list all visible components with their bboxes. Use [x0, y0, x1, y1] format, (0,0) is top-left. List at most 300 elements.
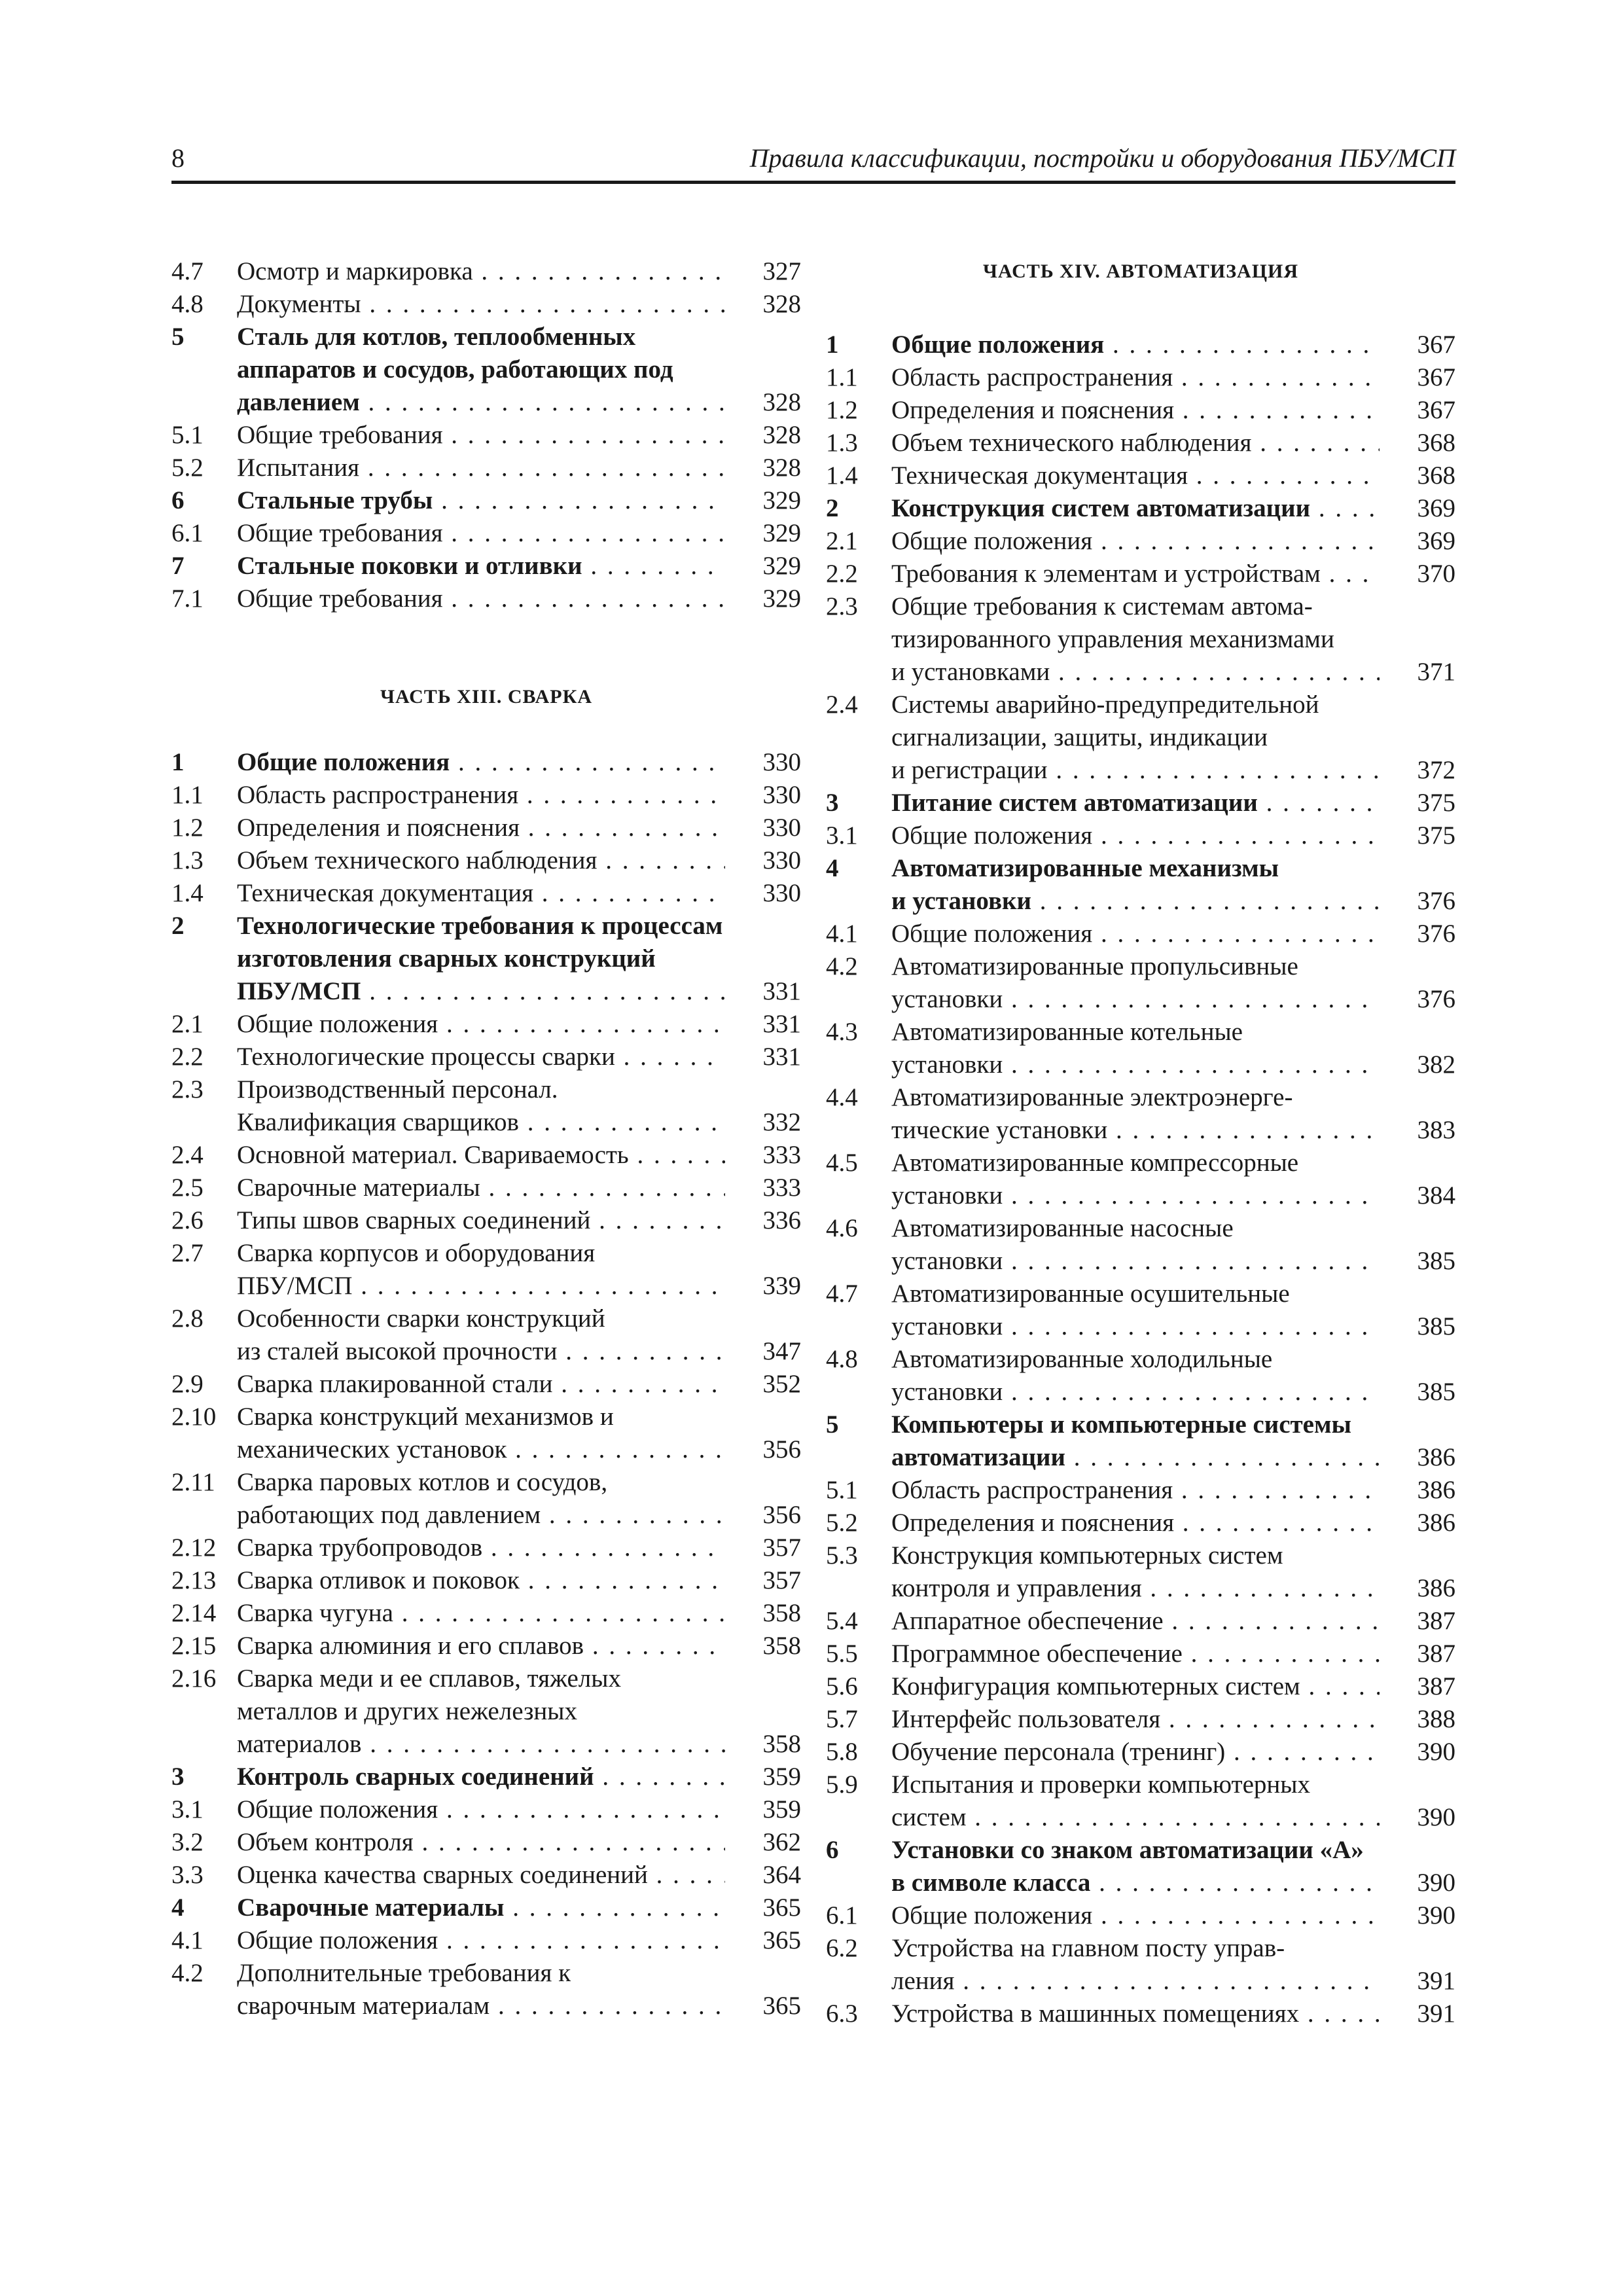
toc-entry-number: 4: [171, 1893, 185, 1922]
toc-entry-page-number: 385: [1383, 1376, 1455, 1408]
toc-entry-page-number: 390: [1383, 1899, 1455, 1932]
toc-entry-page-number: 386: [1383, 1441, 1455, 1474]
toc-entry-page-number: 329: [729, 550, 801, 583]
toc-entry-page-number: 365: [729, 1892, 801, 1924]
toc-entry-line: [826, 1278, 1455, 1310]
toc-entry-number: 4.4: [826, 1083, 858, 1111]
part-heading-xiv: ЧАСТЬ XIV. АВТОМАТИЗАЦИЯ: [982, 260, 1299, 282]
toc-entry-number: 4.7: [171, 257, 204, 285]
toc-entry-title: Сварка конструкций механизмов и: [237, 1403, 614, 1431]
toc-entry-number: 7.1: [171, 584, 204, 613]
toc-entry-number: 5.2: [171, 454, 204, 482]
toc-entry-line: [826, 1801, 1455, 1834]
toc-entry-number: 2.2: [171, 1043, 204, 1071]
toc-entry-number: 2: [171, 912, 185, 940]
toc-entry-line: [171, 1859, 801, 1892]
toc-entry-title: Сварка отливок и поковок . . .: [237, 1564, 725, 1597]
toc-entry-line: [826, 656, 1455, 689]
toc-entry-line: [171, 1368, 801, 1401]
toc-entry-title: Сварка трубопроводов . . .: [237, 1532, 725, 1564]
toc-entry-line: [171, 779, 801, 812]
toc-entry-title: контроля и управления . . .: [891, 1572, 1380, 1605]
toc-entry-page-number: 390: [1383, 1736, 1455, 1768]
toc-entry-number: 6: [826, 1836, 839, 1864]
toc-entry-page-number: 391: [1383, 1998, 1455, 2030]
toc-entry-title: Сварка меди и ее сплавов, тяжелых: [237, 1664, 621, 1693]
toc-entry-line: [826, 754, 1455, 787]
toc-entry-line: [826, 1507, 1455, 1539]
toc-entry-line: [826, 1572, 1455, 1605]
toc-entry-page-number: 352: [729, 1368, 801, 1401]
toc-entry-page-number: 390: [1383, 1801, 1455, 1834]
toc-entry-page-number: 364: [729, 1859, 801, 1892]
toc-entry-title: Устройства в машинных помещениях . . .: [891, 1998, 1380, 2030]
toc-entry-title: Автоматизированные механизмы: [891, 854, 1279, 882]
toc-entry-title: Системы аварийно-предупредительной: [891, 691, 1319, 719]
toc-entry-page-number: 372: [1383, 754, 1455, 787]
toc-entry-number: 1.3: [826, 429, 858, 457]
toc-entry-page-number: 371: [1383, 656, 1455, 689]
toc-entry-title: Интерфейс пользователя . . .: [891, 1703, 1380, 1736]
toc-entry-line: [171, 1990, 801, 2022]
toc-entry-page-number: 388: [1383, 1703, 1455, 1736]
toc-entry-number: 4.6: [826, 1214, 858, 1242]
toc-entry-page-number: 333: [729, 1172, 801, 1204]
toc-entry-page-number: 387: [1383, 1638, 1455, 1670]
toc-entry-number: 1.1: [171, 781, 204, 809]
toc-entry-title: Определения и пояснения . . .: [237, 812, 725, 844]
toc-entry-number: 7: [171, 552, 185, 580]
toc-entry-title: Автоматизированные осушительные: [891, 1280, 1290, 1308]
toc-entry-line: [826, 1114, 1455, 1147]
toc-entry-page-number: 327: [729, 255, 801, 288]
toc-entry-title: Оценка качества сварных соединений . . .: [237, 1859, 725, 1892]
toc-entry-page-number: 331: [729, 975, 801, 1008]
toc-entry-page-number: 384: [1383, 1179, 1455, 1212]
toc-entry-number: 4.8: [826, 1345, 858, 1373]
toc-entry-page-number: 329: [729, 583, 801, 615]
toc-entry-title: Объем технического наблюдения . . .: [891, 427, 1380, 459]
toc-entry-number: 1.3: [171, 846, 204, 874]
toc-entry-title: Типы швов сварных соединений . . .: [237, 1204, 725, 1237]
toc-entry-line: [826, 623, 1455, 656]
toc-entry-line: [171, 1532, 801, 1564]
toc-entry-page-number: 347: [729, 1335, 801, 1368]
toc-entry-title: давлением . . .: [237, 386, 725, 419]
toc-entry-page-number: 333: [729, 1139, 801, 1172]
toc-entry-number: 5.3: [826, 1541, 858, 1570]
toc-entry-line: [826, 689, 1455, 721]
toc-entry-title: Аппаратное обеспечение . . .: [891, 1605, 1380, 1638]
toc-part-xiv-list: [826, 329, 1455, 2030]
toc-entry-line: [826, 1998, 1455, 2030]
toc-entry-page-number: 359: [729, 1761, 801, 1793]
toc-entry-number: 2.16: [171, 1664, 217, 1693]
toc-entry-number: 4.7: [826, 1280, 858, 1308]
toc-entry-line: [826, 1539, 1455, 1572]
toc-entry-page-number: 358: [729, 1630, 801, 1662]
toc-entry-number: 6.1: [171, 519, 204, 547]
toc-entry-page-number: 376: [1383, 885, 1455, 918]
toc-entry-line: [171, 1662, 801, 1695]
toc-entry-line: [171, 1106, 801, 1139]
toc-entry-title: Автоматизированные электроэнерге-: [891, 1083, 1293, 1111]
toc-entry-title: Общие положения . . .: [891, 819, 1380, 852]
toc-entry-title: сигнализации, защиты, индикации: [891, 723, 1268, 751]
page-header: [171, 139, 1455, 184]
toc-entry-title: установки . . .: [891, 1179, 1380, 1212]
toc-entry-title: Сварка паровых котлов и сосудов,: [237, 1468, 608, 1496]
toc-entry-number: 3.1: [826, 821, 858, 850]
toc-entry-title: Конфигурация компьютерных систем . . .: [891, 1670, 1380, 1703]
toc-entry-page-number: 359: [729, 1793, 801, 1826]
toc-entry-line: [171, 1630, 801, 1662]
toc-entry-line: [826, 590, 1455, 623]
toc-entry-line: [826, 1245, 1455, 1278]
toc-entry-title: Стальные поковки и отливки . . .: [237, 550, 725, 583]
toc-entry-line: [826, 721, 1455, 754]
toc-entry-page-number: 330: [729, 812, 801, 844]
toc-entry-page-number: 391: [1383, 1965, 1455, 1998]
toc-entry-title: Автоматизированные компрессорные: [891, 1149, 1299, 1177]
toc-entry-number: 1.1: [826, 363, 858, 391]
toc-entry-number: 2.10: [171, 1403, 217, 1431]
toc-part-xiii-list: [171, 746, 801, 2022]
toc-entry-number: 1.2: [171, 814, 204, 842]
toc-entry-line: [826, 329, 1455, 361]
toc-entry-line: [826, 950, 1455, 983]
toc-entry-title: Техническая документация . . .: [237, 877, 725, 910]
toc-entry-line: [826, 1049, 1455, 1081]
toc-entry-page-number: 386: [1383, 1572, 1455, 1605]
toc-entry-number: 2.5: [171, 1174, 204, 1202]
toc-entry-title: Общие требования к системам автома-: [891, 592, 1313, 620]
toc-entry-title: Автоматизированные холодильные: [891, 1345, 1273, 1373]
toc-entry-title: Область распространения . . .: [237, 779, 725, 812]
toc-entry-line: [826, 525, 1455, 558]
toc-entry-title: работающих под давлением . . .: [237, 1499, 725, 1532]
toc-entry-title: Сварка плакированной стали . . .: [237, 1368, 725, 1401]
toc-entry-number: 3.2: [171, 1828, 204, 1856]
toc-entry-page-number: 369: [1383, 492, 1455, 525]
toc-entry-title: изготовления сварных конструкций: [237, 944, 656, 973]
toc-entry-page-number: 376: [1383, 918, 1455, 950]
toc-entry-title: Автоматизированные котельные: [891, 1018, 1243, 1046]
toc-entry-number: 2.7: [171, 1239, 204, 1267]
toc-entry-title: тические установки . . .: [891, 1114, 1380, 1147]
toc-entry-line: [171, 288, 801, 321]
toc-entry-number: 6.3: [826, 2000, 858, 2028]
toc-entry-line: [171, 484, 801, 517]
toc-entry-title: систем . . .: [891, 1801, 1380, 1834]
toc-entry-line: [171, 1695, 801, 1728]
toc-entry-line: [171, 1924, 801, 1957]
toc-entry-title: из сталей высокой прочности . . .: [237, 1335, 725, 1368]
toc-entry-number: 5.8: [826, 1738, 858, 1766]
toc-entry-line: [826, 1834, 1455, 1867]
toc-entry-title: Общие требования . . .: [237, 419, 725, 452]
toc-entry-title: Испытания и проверки компьютерных: [891, 1770, 1310, 1799]
toc-entry-line: [171, 812, 801, 844]
toc-entry-title: Конструкция систем автоматизации . . .: [891, 492, 1380, 525]
toc-entry-page-number: 331: [729, 1008, 801, 1041]
toc-entry-title: Установки со знаком автоматизации «А»: [891, 1836, 1364, 1864]
toc-entry-line: [171, 452, 801, 484]
toc-entry-line: [171, 942, 801, 975]
toc-entry-page-number: 387: [1383, 1670, 1455, 1703]
toc-entry-title: установки . . .: [891, 1049, 1380, 1081]
toc-entry-number: 5.5: [826, 1640, 858, 1668]
toc-entry-line: [171, 517, 801, 550]
toc-entry-number: 2.15: [171, 1632, 217, 1660]
toc-entry-line: [171, 1041, 801, 1073]
toc-entry-number: 5.6: [826, 1672, 858, 1700]
toc-entry-line: [171, 1302, 801, 1335]
toc-entry-page-number: 382: [1383, 1049, 1455, 1081]
toc-entry-number: 2.3: [171, 1075, 204, 1103]
toc-entry-number: 1.4: [171, 879, 204, 907]
toc-entry-line: [171, 255, 801, 288]
toc-entry-line: [826, 1376, 1455, 1408]
toc-entry-title: Устройства на главном посту управ-: [891, 1934, 1285, 1962]
toc-entry-title: Технологические процессы сварки . . .: [237, 1041, 725, 1073]
toc-entry-line: [826, 492, 1455, 525]
toc-entry-page-number: 386: [1383, 1507, 1455, 1539]
toc-entry-line: [171, 877, 801, 910]
toc-entry-number: 2.8: [171, 1304, 204, 1333]
toc-entry-title: и регистрации . . .: [891, 754, 1380, 787]
toc-entry-title: Область распространения . . .: [891, 361, 1380, 394]
toc-entry-line: [171, 1139, 801, 1172]
toc-entry-number: 4.2: [826, 952, 858, 980]
spacer: [826, 288, 1455, 329]
toc-entry-title: автоматизации . . .: [891, 1441, 1380, 1474]
toc-entry-line: [171, 1204, 801, 1237]
toc-entry-page-number: 328: [729, 288, 801, 321]
toc-left-column: [171, 255, 801, 2022]
toc-entry-page-number: 336: [729, 1204, 801, 1237]
toc-entry-number: 1: [826, 331, 839, 359]
toc-entry-number: 2.4: [826, 691, 858, 719]
toc-entry-title: Общие положения . . .: [891, 918, 1380, 950]
toc-entry-title: Сварка чугуна . . .: [237, 1597, 725, 1630]
toc-entry-number: 2.1: [826, 527, 858, 555]
toc-entry-line: [171, 583, 801, 615]
toc-entry-line: [171, 386, 801, 419]
toc-entry-page-number: 370: [1383, 558, 1455, 590]
toc-entry-page-number: 332: [729, 1106, 801, 1139]
toc-entry-line: [171, 1826, 801, 1859]
toc-entry-number: 2.9: [171, 1370, 204, 1398]
toc-entry-line: [826, 394, 1455, 427]
toc-entry-line: [826, 1212, 1455, 1245]
toc-entry-number: 4: [826, 854, 839, 882]
toc-entry-title: и установками . . .: [891, 656, 1380, 689]
toc-entry-number: 1: [171, 748, 185, 776]
toc-entry-line: [171, 1172, 801, 1204]
toc-entry-page-number: 358: [729, 1728, 801, 1761]
toc-entry-number: 2.14: [171, 1599, 217, 1627]
toc-entry-line: [826, 1605, 1455, 1638]
toc-entry-page-number: 330: [729, 746, 801, 779]
toc-entry-line: [826, 787, 1455, 819]
toc-entry-page-number: 328: [729, 419, 801, 452]
toc-entry-line: [826, 361, 1455, 394]
toc-right-column: [826, 255, 1455, 2030]
toc-entry-line: [171, 1957, 801, 1990]
toc-entry-title: установки . . .: [891, 1245, 1380, 1278]
toc-entry-title: Общие положения . . .: [891, 525, 1380, 558]
toc-entry-title: Испытания . . .: [237, 452, 725, 484]
toc-entry-number: 3: [826, 789, 839, 817]
toc-entry-number: 2.3: [826, 592, 858, 620]
toc-entry-title: Автоматизированные насосные: [891, 1214, 1234, 1242]
toc-entry-title: Требования к элементам и устройствам . . .: [891, 558, 1380, 590]
running-title: Правила классификации, постройки и оборудования ПБУ/МСП: [749, 143, 1455, 173]
toc-entry-title: Стальные трубы . . .: [237, 484, 725, 517]
toc-entry-page-number: 356: [729, 1499, 801, 1532]
toc-entry-title: Конструкция компьютерных систем: [891, 1541, 1283, 1570]
toc-entry-line: [171, 1008, 801, 1041]
toc-entry-number: 2.13: [171, 1566, 217, 1594]
toc-entry-page-number: 375: [1383, 787, 1455, 819]
toc-entry-line: [171, 1728, 801, 1761]
toc-entry-number: 1.4: [826, 461, 858, 490]
toc-entry-line: [171, 844, 801, 877]
toc-continued-list: [171, 255, 801, 615]
toc-entry-number: 4.1: [171, 1926, 204, 1954]
toc-entry-title: Общие положения . . .: [237, 1793, 725, 1826]
toc-entry-line: [171, 1270, 801, 1302]
toc-entry-title: Общие требования . . .: [237, 583, 725, 615]
toc-entry-number: 5.2: [826, 1509, 858, 1537]
part-heading-xiii: ЧАСТЬ XIII. СВАРКА: [380, 686, 593, 708]
toc-entry-title: сварочным материалам . . .: [237, 1990, 725, 2022]
toc-entry-line: [826, 459, 1455, 492]
toc-entry-page-number: 375: [1383, 819, 1455, 852]
toc-entry-title: Сварка алюминия и его сплавов . . .: [237, 1630, 725, 1662]
toc-entry-title: механических установок . . .: [237, 1433, 725, 1466]
toc-entry-number: 4.5: [826, 1149, 858, 1177]
toc-entry-line: [171, 910, 801, 942]
toc-entry-number: 5.1: [171, 421, 204, 449]
toc-entry-title: ПБУ/МСП . . .: [237, 1270, 725, 1302]
toc-entry-number: 2.6: [171, 1206, 204, 1234]
toc-entry-page-number: 328: [729, 452, 801, 484]
toc-entry-title: установки . . .: [891, 983, 1380, 1016]
toc-entry-line: [171, 1597, 801, 1630]
toc-entry-page-number: 365: [729, 1924, 801, 1957]
toc-entry-title: Общие положения . . .: [891, 329, 1380, 361]
toc-entry-page-number: 386: [1383, 1474, 1455, 1507]
toc-entry-title: Документы . . .: [237, 288, 725, 321]
toc-entry-line: [826, 1703, 1455, 1736]
toc-entry-line: [171, 1564, 801, 1597]
toc-entry-title: ПБУ/МСП . . .: [237, 975, 725, 1008]
toc-entry-title: Обучение персонала (тренинг) . . .: [891, 1736, 1380, 1768]
toc-entry-number: 5.7: [826, 1705, 858, 1733]
toc-entry-line: [826, 1147, 1455, 1179]
toc-entry-line: [826, 918, 1455, 950]
toc-entry-title: Общие положения . . .: [891, 1899, 1380, 1932]
toc-entry-title: Техническая документация . . .: [891, 459, 1380, 492]
toc-entry-line: [171, 1237, 801, 1270]
toc-entry-number: 4.3: [826, 1018, 858, 1046]
toc-entry-line: [171, 1761, 801, 1793]
toc-entry-line: [826, 1179, 1455, 1212]
toc-entry-title: Определения и пояснения . . .: [891, 394, 1380, 427]
toc-entry-title: Компьютеры и компьютерные системы: [891, 1410, 1351, 1439]
toc-entry-page-number: 356: [729, 1433, 801, 1466]
toc-entry-title: в символе класса . . .: [891, 1867, 1380, 1899]
toc-entry-page-number: 385: [1383, 1245, 1455, 1278]
toc-entry-line: [826, 1441, 1455, 1474]
toc-entry-number: 6.1: [826, 1901, 858, 1929]
toc-entry-page-number: 362: [729, 1826, 801, 1859]
toc-entry-page-number: 365: [729, 1990, 801, 2022]
toc-entry-page-number: 367: [1383, 361, 1455, 394]
toc-entry-page-number: 385: [1383, 1310, 1455, 1343]
toc-entry-line: [826, 427, 1455, 459]
toc-entry-line: [826, 1343, 1455, 1376]
toc-entry-number: 5.4: [826, 1607, 858, 1635]
toc-entry-line: [171, 1793, 801, 1826]
toc-entry-title: Сталь для котлов, теплообменных: [237, 323, 636, 351]
toc-entry-line: [171, 1335, 801, 1368]
toc-entry-line: [826, 1638, 1455, 1670]
toc-entry-page-number: 367: [1383, 329, 1455, 361]
toc-entry-number: 2.1: [171, 1010, 204, 1038]
toc-entry-line: [171, 1892, 801, 1924]
toc-entry-line: [826, 983, 1455, 1016]
toc-entry-title: Общие положения . . .: [237, 746, 725, 779]
toc-entry-page-number: 383: [1383, 1114, 1455, 1147]
toc-entry-line: [826, 1899, 1455, 1932]
toc-entry-line: [171, 1073, 801, 1106]
toc-entry-line: [826, 1867, 1455, 1899]
toc-entry-line: [826, 1408, 1455, 1441]
toc-entry-title: металлов и других нежелезных: [237, 1697, 577, 1725]
toc-entry-title: Область распространения . . .: [891, 1474, 1380, 1507]
toc-entry-title: Объем контроля . . .: [237, 1826, 725, 1859]
toc-entry-number: 3: [171, 1763, 185, 1791]
toc-entry-line: [826, 1768, 1455, 1801]
toc-entry-line: [171, 746, 801, 779]
toc-entry-line: [826, 1932, 1455, 1965]
toc-entry-line: [826, 885, 1455, 918]
toc-entry-number: 6.2: [826, 1934, 858, 1962]
toc-entry-page-number: 357: [729, 1532, 801, 1564]
toc-entry-title: материалов . . .: [237, 1728, 725, 1761]
toc-entry-page-number: 329: [729, 484, 801, 517]
toc-entry-line: [171, 353, 801, 386]
toc-entry-title: Определения и пояснения . . .: [891, 1507, 1380, 1539]
toc-entry-title: установки . . .: [891, 1310, 1380, 1343]
toc-entry-line: [171, 419, 801, 452]
toc-entry-title: Сварочные материалы . . .: [237, 1172, 725, 1204]
toc-entry-number: 2.12: [171, 1534, 217, 1562]
toc-entry-number: 2.2: [826, 560, 858, 588]
toc-entry-page-number: 390: [1383, 1867, 1455, 1899]
toc-entry-page-number: 328: [729, 386, 801, 419]
toc-entry-page-number: 357: [729, 1564, 801, 1597]
toc-entry-page-number: 329: [729, 517, 801, 550]
toc-entry-line: [171, 1499, 801, 1532]
toc-entry-title: Дополнительные требования к: [237, 1959, 571, 1987]
toc-entry-line: [171, 550, 801, 583]
toc-entry-page-number: 330: [729, 779, 801, 812]
toc-entry-title: Общие положения . . .: [237, 1008, 725, 1041]
